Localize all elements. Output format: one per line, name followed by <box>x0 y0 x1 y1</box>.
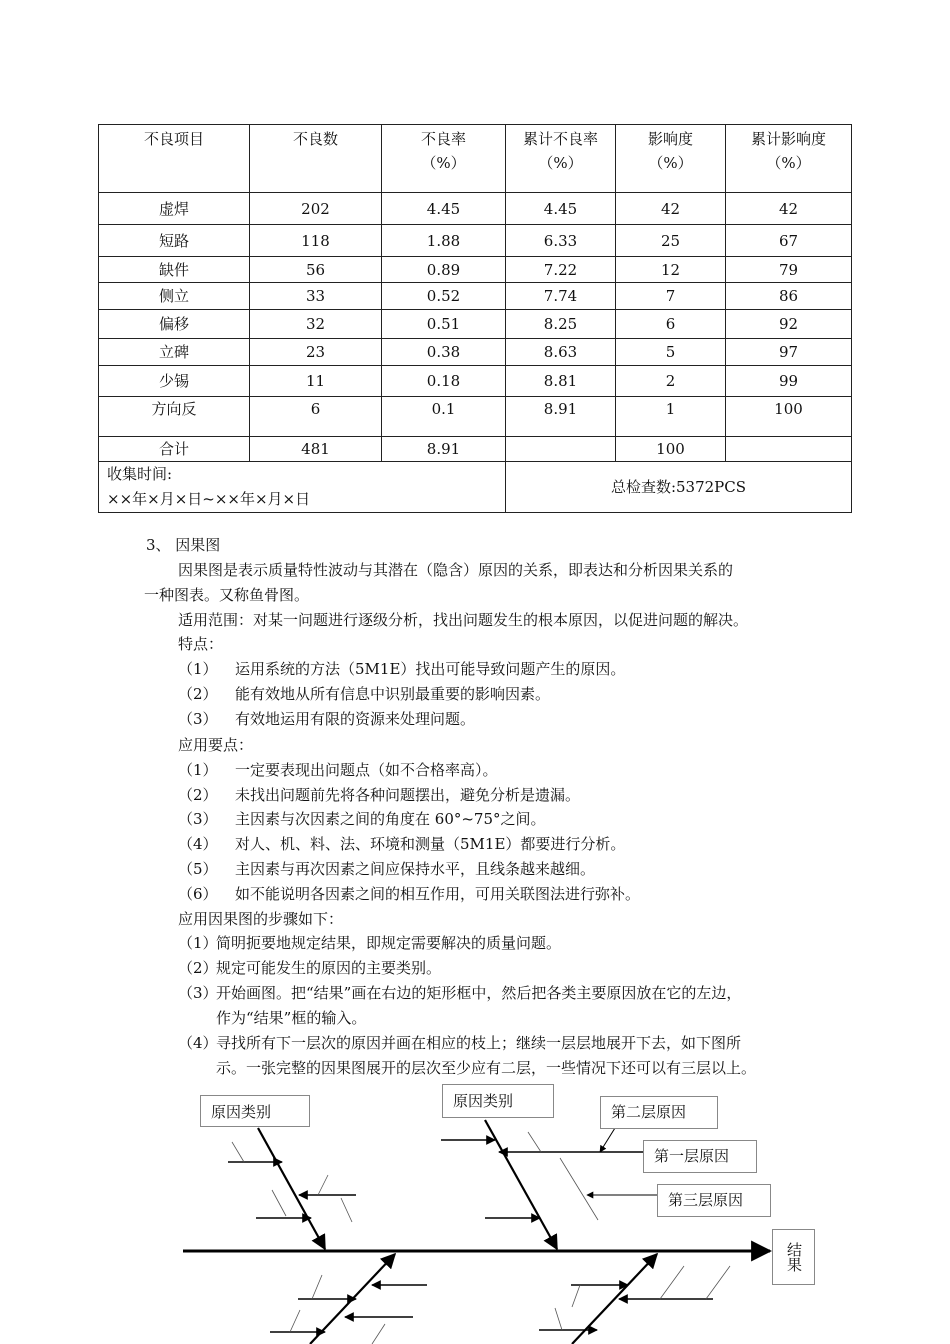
minor-bone <box>318 1175 328 1195</box>
minor-bone <box>312 1275 322 1299</box>
header-cell: 影响度 （%） <box>616 125 726 193</box>
list-item: （6） 如不能说明各因素之间的相互作用，可用关联图法进行弥补。 <box>178 885 641 903</box>
table-cell: 23 <box>250 339 382 366</box>
cause-category-box: 原因类别 <box>442 1084 554 1118</box>
table-cell: 偏移 <box>99 310 250 339</box>
table-cell: 2 <box>616 366 726 397</box>
table-cell: 7 <box>616 283 726 310</box>
table-cell: 42 <box>726 193 852 225</box>
list-item: （2） 未找出问题前先将各种问题摆出，避免分析是遗漏。 <box>178 786 581 804</box>
list-item: （5） 主因素与再次因素之间应保持水平，且线条越来越细。 <box>178 860 596 878</box>
table-row <box>99 193 852 225</box>
table-cell: 32 <box>250 310 382 339</box>
list-item: （4） 对人、机、料、法、环境和测量（5M1E）都要进行分析。 <box>178 835 626 853</box>
table-cell: 短路 <box>99 225 250 257</box>
table-cell: 33 <box>250 283 382 310</box>
table-cell: 侧立 <box>99 283 250 310</box>
minor-bone <box>572 1285 580 1307</box>
table-cell: 缺件 <box>99 257 250 283</box>
table-header-row <box>99 125 852 193</box>
minor-bone <box>272 1190 286 1216</box>
collect-time-cell: 收集时间: ××年×月×日~××年×月×日 <box>99 462 506 513</box>
table-cell: 11 <box>250 366 382 397</box>
step-item-continuation: 示。一张完整的因果图展开的层次至少应有二层，一些情况下还可以有三层以上。 <box>216 1059 757 1077</box>
table-row <box>99 339 852 366</box>
table-cell: 1.88 <box>382 225 506 257</box>
table-cell: 少锡 <box>99 366 250 397</box>
main-bone <box>485 1120 557 1249</box>
minor-bone <box>341 1198 352 1222</box>
table-cell: 8.81 <box>506 366 616 397</box>
table-cell: 100 <box>616 437 726 462</box>
table-row <box>99 283 852 310</box>
main-bone <box>258 1128 325 1249</box>
step-item: （2）规定可能发生的原因的主要类别。 <box>178 959 442 977</box>
table-cell: 0.18 <box>382 366 506 397</box>
table-cell: 6 <box>250 397 382 437</box>
table-row <box>99 310 852 339</box>
table-cell: 8.25 <box>506 310 616 339</box>
table-cell: 1 <box>616 397 726 437</box>
list-item: （1） 一定要表现出问题点（如不合格率高）。 <box>178 761 498 779</box>
third-level-cause-box: 第三层原因 <box>657 1184 771 1217</box>
table-row <box>99 225 852 257</box>
table-cell: 0.52 <box>382 283 506 310</box>
table-cell: 方向反 <box>99 397 250 437</box>
total-inspect-cell: 总检查数:5372PCS <box>506 462 852 513</box>
header-cell: 不良项目 <box>99 125 250 193</box>
table-cell: 56 <box>250 257 382 283</box>
table-cell: 12 <box>616 257 726 283</box>
header-cell: 累计不良率 （%） <box>506 125 616 193</box>
table-cell: 8.91 <box>382 437 506 462</box>
table-row <box>99 397 852 437</box>
table-cell: 67 <box>726 225 852 257</box>
table-cell: 合计 <box>99 437 250 462</box>
table-cell: 5 <box>616 339 726 366</box>
minor-bone <box>372 1324 385 1344</box>
list-item: （3） 有效地运用有限的资源来处理问题。 <box>178 710 476 728</box>
table-cell: 7.74 <box>506 283 616 310</box>
second-level-cause-box: 第二层原因 <box>600 1096 718 1129</box>
section-heading: 3、 因果图 <box>146 536 221 554</box>
table-cell: 25 <box>616 225 726 257</box>
minor-bone <box>555 1308 562 1330</box>
minor-bone <box>528 1132 541 1152</box>
step-item: （3）开始画图。把“结果”画在右边的矩形框中，然后把各类主要原因放在它的左边， <box>178 984 742 1002</box>
table-cell: 42 <box>616 193 726 225</box>
table-cell: 4.45 <box>382 193 506 225</box>
defect-table <box>98 124 852 513</box>
scope-text: 适用范围：对某一问题进行逐级分析，找出问题发生的根本原因，以促进问题的解决。 <box>178 611 749 629</box>
first-level-cause-box: 第一层原因 <box>643 1140 757 1173</box>
list-item: （1） 运用系统的方法（5M1E）找出可能导致问题产生的原因。 <box>178 660 626 678</box>
table-cell: 6.33 <box>506 225 616 257</box>
list-item: （2） 能有效地从所有信息中识别最重要的影响因素。 <box>178 685 551 703</box>
table-total-row <box>99 437 852 462</box>
fishbone-diagram <box>0 1080 950 1344</box>
table-cell: 481 <box>250 437 382 462</box>
minor-bone <box>660 1266 684 1299</box>
minor-bone <box>560 1158 598 1220</box>
steps-title: 应用因果图的步骤如下： <box>178 910 344 928</box>
step-item-continuation: 作为“结果”框的输入。 <box>216 1009 367 1027</box>
minor-bone <box>706 1266 730 1299</box>
table-cell: 100 <box>726 397 852 437</box>
table-cell: 虚焊 <box>99 193 250 225</box>
table-cell: 8.91 <box>506 397 616 437</box>
minor-bone <box>290 1310 300 1332</box>
minor-bone <box>232 1142 244 1162</box>
table-cell: 92 <box>726 310 852 339</box>
table-row <box>99 257 852 283</box>
step-item: （4）寻找所有下一层次的原因并画在相应的枝上；继续一层层地展开下去，如下图所 <box>178 1034 742 1052</box>
table-cell: 0.51 <box>382 310 506 339</box>
table-cell <box>506 437 616 462</box>
list-item: （3） 主因素与次因素之间的角度在 60°~75°之间。 <box>178 810 546 828</box>
header-cell: 不良率 （%） <box>382 125 506 193</box>
step-item: （1）简明扼要地规定结果，即规定需要解决的质量问题。 <box>178 934 562 952</box>
table-cell <box>726 437 852 462</box>
table-cell: 8.63 <box>506 339 616 366</box>
table-cell: 0.89 <box>382 257 506 283</box>
table-cell: 6 <box>616 310 726 339</box>
table-cell: 0.38 <box>382 339 506 366</box>
table-cell: 0.1 <box>382 397 506 437</box>
table-cell: 4.45 <box>506 193 616 225</box>
table-cell: 7.22 <box>506 257 616 283</box>
table-cell: 118 <box>250 225 382 257</box>
table-cell: 立碑 <box>99 339 250 366</box>
header-cell: 不良数 <box>250 125 382 193</box>
table-cell: 79 <box>726 257 852 283</box>
pointer-arrow <box>600 1128 615 1152</box>
table-row <box>99 366 852 397</box>
table-cell: 202 <box>250 193 382 225</box>
result-box: 结果 <box>772 1229 815 1285</box>
table-footer-row <box>99 462 852 513</box>
table-cell: 86 <box>726 283 852 310</box>
points-title: 应用要点： <box>178 736 254 754</box>
table-cell: 99 <box>726 366 852 397</box>
table-cell: 97 <box>726 339 852 366</box>
features-title: 特点： <box>178 635 224 653</box>
cause-category-box: 原因类别 <box>200 1095 310 1127</box>
intro-line: 一种图表。又称鱼骨图。 <box>144 586 310 604</box>
header-cell: 累计影响度 （%） <box>726 125 852 193</box>
intro-line: 因果图是表示质量特性波动与其潜在（隐含）原因的关系，即表达和分析因果关系的 <box>178 561 734 579</box>
